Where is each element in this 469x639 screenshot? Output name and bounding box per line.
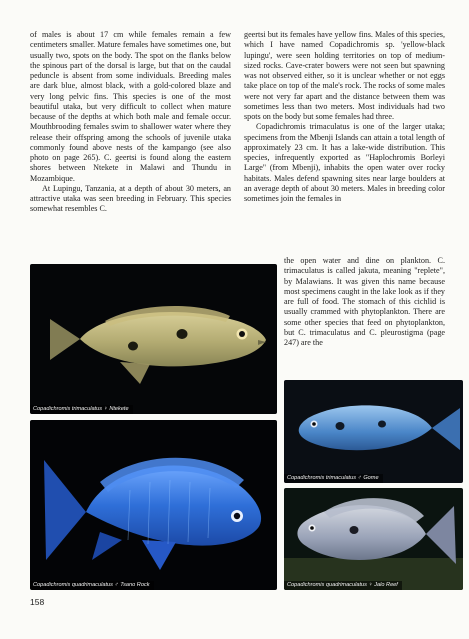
fish-photo-quadrimaculatus-male [30,420,277,590]
fish-photo-trimaculatus-male [284,380,463,483]
wrap-paragraph: the open water and dine on plankton. C. trimaculatus is called jakuta, meaning "replete", by Malawians. It was given this name because most specimens caught in the lake look as if they are full of food. The stomach of this cichlid is usually crammed with phytoplankton. There are some other species that feed on phytoplankton, but C. trimaculatus and C. pleurostigma (page 247) are the [284,256,445,347]
photo-caption: Copadichromis trimaculatus ♂ Gome [284,474,383,483]
fish-illustration [30,264,277,414]
page-number: 158 [30,597,45,607]
left-column [30,30,231,215]
right-paragraph-1: geertsi but its females have yellow fins. Males of this species, which I have named Copadichromis sp. 'yellow-black lupingu', were seen holding territories on top of medium-sized rocks. Cave-crater bowers were not seen but spawning was not observed either, so it is unclear whether or not eggs take place on top of the male's rock. The rocks of some males were not very far apart and the distance between them was sometimes less than two meters. Most individuals had two spots on the body but some females had three. [244,30,445,121]
fish-illustration [30,420,277,590]
fish-photo-quadrimaculatus-female [284,488,463,590]
right-paragraph-2: Copadichromis trimaculatus is one of the larger utaka; specimens from the Mbenji Islands can attain a total length of approximately 23 cm. It has a lake-wide distribution. This species, infrequently exported as "Haplochromis Borleyi Large" (from Mbenji), inhabits the open water over rocky habitats. Males defend spawning sites near large boulders at an average depth of about 30 meters. Males in breeding color sometimes join the females in [244,122,445,203]
left-paragraph-2: At Lupingu, Tanzania, at a depth of about 30 meters, an attractive utaka was seen breeding in February. This species somewhat resembles C. [30,183,231,214]
wrap-column [284,256,445,348]
photo-caption: Copadichromis trimaculatus ♀ Ntekete [30,405,133,414]
left-paragraph-1: of males is about 17 cm while females remain a few centimeters smaller. Mature females have sometimes one, but usually two, spots on the body. The spot on the flanks below the spinous part of the dorsal is large, but that on the caudal peduncle is absent from some individuals. Breeding males are dark blue, almost black, with a gold-colored blaze and very long pelvic fins. This species is one of the most beautiful utaka, but very difficult to collect when mature because of the depths at which both male and female occur. Mouthbrooding females swim to shallower water where they release their offspring among the schools of juvenile utaka commonly found above nests of the kampango (see also photo on page 265). C. geertsi is found along the eastern shores between Ntekete in Malawi and Thundu in Mozambique. [30,30,231,183]
fish-illustration [284,380,463,483]
photo-caption: Copadichromis quadrimaculatus ♂ Tsano Rock [30,581,154,590]
fish-illustration [284,488,463,590]
photo-caption: Copadichromis quadrimaculatus ♀ Jalo Reef [284,581,402,590]
fish-photo-trimaculatus-female [30,264,277,414]
right-column [244,30,445,204]
